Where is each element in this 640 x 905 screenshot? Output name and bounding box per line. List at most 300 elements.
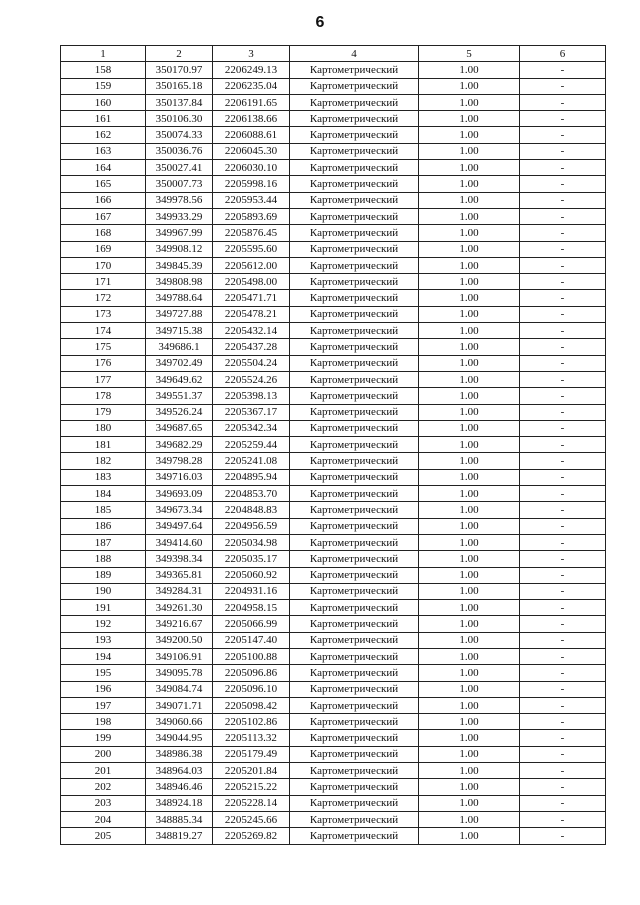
table-cell: 170 [61, 257, 146, 273]
table-cell: 2205241.08 [213, 453, 290, 469]
table-cell: Картометрический [290, 388, 419, 404]
table-cell: Картометрический [290, 355, 419, 371]
table-cell: - [520, 616, 606, 632]
table-cell: 2205096.86 [213, 665, 290, 681]
table-cell: 349845.39 [146, 257, 213, 273]
table-cell: Картометрический [290, 518, 419, 534]
table-cell: 1.00 [419, 388, 520, 404]
table-cell: 349788.64 [146, 290, 213, 306]
table-cell: 349716.03 [146, 469, 213, 485]
table-cell: Картометрический [290, 274, 419, 290]
table-cell: 2205245.66 [213, 811, 290, 827]
table-cell: - [520, 404, 606, 420]
table-row [61, 388, 606, 404]
table-cell: 2205098.42 [213, 697, 290, 713]
table-cell: 349261.30 [146, 600, 213, 616]
table-cell: 1.00 [419, 160, 520, 176]
table-cell: 1.00 [419, 730, 520, 746]
table-cell: 1.00 [419, 290, 520, 306]
table-cell: 348964.03 [146, 763, 213, 779]
table-cell: 349673.34 [146, 502, 213, 518]
table-cell: 1.00 [419, 437, 520, 453]
coordinates-table [60, 45, 606, 845]
table-cell: 2206249.13 [213, 62, 290, 78]
table-cell: Картометрический [290, 616, 419, 632]
table-cell: - [520, 779, 606, 795]
table-cell: 175 [61, 339, 146, 355]
table-row [61, 192, 606, 208]
table-cell: 179 [61, 404, 146, 420]
table-cell: 2205113.32 [213, 730, 290, 746]
table-cell: 164 [61, 160, 146, 176]
table-cell: 1.00 [419, 779, 520, 795]
table-cell: - [520, 241, 606, 257]
table-cell: 2205060.92 [213, 567, 290, 583]
table-cell: - [520, 730, 606, 746]
table-cell: 183 [61, 469, 146, 485]
table-cell: 178 [61, 388, 146, 404]
table-cell: Картометрический [290, 583, 419, 599]
table-cell: Картометрический [290, 632, 419, 648]
table-cell: Картометрический [290, 600, 419, 616]
table-cell: 193 [61, 632, 146, 648]
table-cell: 1.00 [419, 763, 520, 779]
table-cell: - [520, 665, 606, 681]
table-cell: 349727.88 [146, 306, 213, 322]
table-cell: - [520, 632, 606, 648]
table-cell: - [520, 355, 606, 371]
table-cell: 1.00 [419, 746, 520, 762]
table-cell: - [520, 534, 606, 550]
table-cell: Картометрический [290, 681, 419, 697]
table-cell: - [520, 681, 606, 697]
table-row [61, 534, 606, 550]
page-number: 6 [315, 14, 325, 31]
table-cell: 167 [61, 208, 146, 224]
table-cell: Картометрический [290, 486, 419, 502]
table-cell: 349978.56 [146, 192, 213, 208]
table-cell: 205 [61, 828, 146, 844]
table-cell: 1.00 [419, 78, 520, 94]
table-cell: 349715.38 [146, 323, 213, 339]
table-row [61, 763, 606, 779]
table-cell: 350137.84 [146, 94, 213, 110]
table-cell: Картометрический [290, 453, 419, 469]
table-cell: 2204895.94 [213, 469, 290, 485]
table-cell: Картометрический [290, 241, 419, 257]
table-cell: 1.00 [419, 371, 520, 387]
table-cell: Картометрический [290, 551, 419, 567]
table-cell: - [520, 583, 606, 599]
table-cell: 2204956.59 [213, 518, 290, 534]
table-cell: 349686.1 [146, 339, 213, 355]
table-cell: 1.00 [419, 453, 520, 469]
table-cell: Картометрический [290, 257, 419, 273]
table-cell: 1.00 [419, 502, 520, 518]
table-cell: 350170.97 [146, 62, 213, 78]
table-cell: 188 [61, 551, 146, 567]
table-cell: Картометрический [290, 225, 419, 241]
table-cell: 197 [61, 697, 146, 713]
table-cell: 2205876.45 [213, 225, 290, 241]
table-cell: Картометрический [290, 78, 419, 94]
table-cell: 1.00 [419, 616, 520, 632]
table-cell: - [520, 160, 606, 176]
table-cell: 2206045.30 [213, 143, 290, 159]
table-row [61, 779, 606, 795]
table-cell: 200 [61, 746, 146, 762]
table-cell: 349365.81 [146, 567, 213, 583]
table-cell: 201 [61, 763, 146, 779]
table-cell: 1.00 [419, 355, 520, 371]
table-cell: 349967.99 [146, 225, 213, 241]
table-cell: 1.00 [419, 697, 520, 713]
table-cell: 2206088.61 [213, 127, 290, 143]
table-cell: 1.00 [419, 62, 520, 78]
table-cell: - [520, 143, 606, 159]
table-row [61, 290, 606, 306]
table-cell: 2205504.24 [213, 355, 290, 371]
table-cell: Картометрический [290, 811, 419, 827]
column-header: 6 [520, 46, 606, 62]
table-cell: - [520, 176, 606, 192]
table-row [61, 339, 606, 355]
table-cell: 185 [61, 502, 146, 518]
table-cell: - [520, 453, 606, 469]
table-row [61, 225, 606, 241]
table-cell: 198 [61, 714, 146, 730]
table-cell: 350074.33 [146, 127, 213, 143]
table-cell: 166 [61, 192, 146, 208]
table-cell: - [520, 290, 606, 306]
table-cell: Картометрический [290, 828, 419, 844]
table-cell: - [520, 600, 606, 616]
table-cell: 348819.27 [146, 828, 213, 844]
table-cell: 1.00 [419, 665, 520, 681]
table-cell: - [520, 192, 606, 208]
table-row [61, 94, 606, 110]
header-row [61, 46, 606, 62]
table-row [61, 551, 606, 567]
table-cell: 2205035.17 [213, 551, 290, 567]
table-cell: 2205471.71 [213, 290, 290, 306]
table-row [61, 811, 606, 827]
table-row [61, 600, 606, 616]
table-cell: - [520, 763, 606, 779]
table-cell: Картометрический [290, 176, 419, 192]
table-cell: - [520, 486, 606, 502]
table-cell: 159 [61, 78, 146, 94]
table-row [61, 486, 606, 502]
table-cell: 2205066.99 [213, 616, 290, 632]
table-cell: 160 [61, 94, 146, 110]
table-cell: - [520, 551, 606, 567]
table-cell: 1.00 [419, 795, 520, 811]
table-cell: 195 [61, 665, 146, 681]
table-cell: 2205342.34 [213, 420, 290, 436]
table-row [61, 257, 606, 273]
table-cell: 194 [61, 648, 146, 664]
table-cell: 349084.74 [146, 681, 213, 697]
table-row [61, 111, 606, 127]
table-cell: - [520, 502, 606, 518]
table-cell: 349702.49 [146, 355, 213, 371]
table-cell: Картометрический [290, 208, 419, 224]
table-cell: 2205096.10 [213, 681, 290, 697]
table-row [61, 697, 606, 713]
table-cell: 187 [61, 534, 146, 550]
table-cell: 2205147.40 [213, 632, 290, 648]
table-cell: - [520, 567, 606, 583]
table-cell: - [520, 274, 606, 290]
table-cell: 349526.24 [146, 404, 213, 420]
table-cell: 180 [61, 420, 146, 436]
table-cell: 2204853.70 [213, 486, 290, 502]
table-cell: 2206138.66 [213, 111, 290, 127]
table-row [61, 420, 606, 436]
table-cell: 1.00 [419, 469, 520, 485]
table-cell: Картометрический [290, 404, 419, 420]
table-cell: Картометрический [290, 323, 419, 339]
table-cell: 196 [61, 681, 146, 697]
table-cell: 349798.28 [146, 453, 213, 469]
table-cell: 1.00 [419, 567, 520, 583]
table-cell: 350165.18 [146, 78, 213, 94]
table-row [61, 437, 606, 453]
table-cell: - [520, 111, 606, 127]
table-cell: 2205228.14 [213, 795, 290, 811]
table-cell: 189 [61, 567, 146, 583]
table-cell: - [520, 257, 606, 273]
table-row [61, 648, 606, 664]
table-cell: 1.00 [419, 274, 520, 290]
table-cell: 1.00 [419, 143, 520, 159]
table-cell: 190 [61, 583, 146, 599]
table-cell: 1.00 [419, 192, 520, 208]
table-row [61, 632, 606, 648]
table-row [61, 143, 606, 159]
table-cell: 349071.71 [146, 697, 213, 713]
table-cell: 203 [61, 795, 146, 811]
table-cell: 1.00 [419, 600, 520, 616]
table-cell: 1.00 [419, 208, 520, 224]
table-row [61, 583, 606, 599]
table-cell: 349060.66 [146, 714, 213, 730]
table-cell: 191 [61, 600, 146, 616]
table-cell: Картометрический [290, 763, 419, 779]
table-cell: Картометрический [290, 665, 419, 681]
table-cell: 174 [61, 323, 146, 339]
table-cell: 1.00 [419, 306, 520, 322]
table-cell: 348924.18 [146, 795, 213, 811]
table-cell: 168 [61, 225, 146, 241]
table-cell: Картометрический [290, 94, 419, 110]
table-cell: 171 [61, 274, 146, 290]
table-row [61, 127, 606, 143]
table-cell: 2205498.00 [213, 274, 290, 290]
table-cell: 1.00 [419, 714, 520, 730]
table-cell: 2205215.22 [213, 779, 290, 795]
table-cell: 2204931.16 [213, 583, 290, 599]
table-cell: 2205179.49 [213, 746, 290, 762]
table-cell: 350027.41 [146, 160, 213, 176]
table-cell: 163 [61, 143, 146, 159]
table-cell: 349200.50 [146, 632, 213, 648]
table-cell: - [520, 306, 606, 322]
table-cell: - [520, 648, 606, 664]
table-cell: Картометрический [290, 339, 419, 355]
table-cell: - [520, 127, 606, 143]
table-cell: 173 [61, 306, 146, 322]
table-cell: 349808.98 [146, 274, 213, 290]
table-row [61, 371, 606, 387]
table-cell: 165 [61, 176, 146, 192]
table-cell: 1.00 [419, 225, 520, 241]
table-cell: - [520, 746, 606, 762]
table-cell: 2205367.17 [213, 404, 290, 420]
table-row [61, 306, 606, 322]
column-header: 2 [146, 46, 213, 62]
table-row [61, 453, 606, 469]
table-cell: 349933.29 [146, 208, 213, 224]
table-cell: - [520, 518, 606, 534]
table-cell: Картометрический [290, 62, 419, 78]
table-cell: Картометрический [290, 160, 419, 176]
table-row [61, 795, 606, 811]
table-cell: 349693.09 [146, 486, 213, 502]
table-cell: 349398.34 [146, 551, 213, 567]
table-cell: 158 [61, 62, 146, 78]
table-cell: Картометрический [290, 567, 419, 583]
table-row [61, 323, 606, 339]
table-cell: - [520, 94, 606, 110]
table-cell: - [520, 62, 606, 78]
table-cell: - [520, 225, 606, 241]
table-cell: - [520, 714, 606, 730]
table-cell: 349497.64 [146, 518, 213, 534]
table-cell: 349551.37 [146, 388, 213, 404]
table-cell: - [520, 371, 606, 387]
table-cell: 349682.29 [146, 437, 213, 453]
table-cell: 2205432.14 [213, 323, 290, 339]
table-row [61, 730, 606, 746]
table-cell: - [520, 828, 606, 844]
table-cell: 2205437.28 [213, 339, 290, 355]
table-cell: Картометрический [290, 143, 419, 159]
table-row [61, 714, 606, 730]
table-cell: 172 [61, 290, 146, 306]
table-cell: Картометрический [290, 746, 419, 762]
table-cell: 1.00 [419, 257, 520, 273]
table-cell: Картометрический [290, 192, 419, 208]
table-cell: - [520, 78, 606, 94]
table-cell: 181 [61, 437, 146, 453]
table-row [61, 828, 606, 844]
column-header: 3 [213, 46, 290, 62]
table-cell: - [520, 388, 606, 404]
table-cell: 349284.31 [146, 583, 213, 599]
table-row [61, 274, 606, 290]
table-cell: - [520, 339, 606, 355]
table-row [61, 62, 606, 78]
table-cell: 350106.30 [146, 111, 213, 127]
table-body [61, 62, 606, 844]
table-cell: Картометрический [290, 730, 419, 746]
table-cell: - [520, 323, 606, 339]
table-cell: 1.00 [419, 583, 520, 599]
table-cell: 161 [61, 111, 146, 127]
table-cell: 348885.34 [146, 811, 213, 827]
table-cell: 349908.12 [146, 241, 213, 257]
table-cell: Картометрический [290, 469, 419, 485]
table-cell: 2205998.16 [213, 176, 290, 192]
table-cell: 202 [61, 779, 146, 795]
table-cell: Картометрический [290, 290, 419, 306]
table-row [61, 241, 606, 257]
table-cell: 204 [61, 811, 146, 827]
table-cell: 349687.65 [146, 420, 213, 436]
table-cell: 182 [61, 453, 146, 469]
table-cell: 2205102.86 [213, 714, 290, 730]
table-row [61, 518, 606, 534]
table-cell: 1.00 [419, 518, 520, 534]
table-cell: 2205524.26 [213, 371, 290, 387]
table-cell: 2205269.82 [213, 828, 290, 844]
table-cell: 1.00 [419, 339, 520, 355]
table-cell: - [520, 811, 606, 827]
table-cell: 1.00 [419, 632, 520, 648]
table-cell: Картометрический [290, 648, 419, 664]
table-cell: 2205259.44 [213, 437, 290, 453]
table-cell: 162 [61, 127, 146, 143]
table-cell: - [520, 697, 606, 713]
table-cell: Картометрический [290, 127, 419, 143]
table-cell: 1.00 [419, 811, 520, 827]
table-cell: Картометрический [290, 502, 419, 518]
table-cell: 2205201.84 [213, 763, 290, 779]
table-cell: 1.00 [419, 111, 520, 127]
column-header: 5 [419, 46, 520, 62]
table-cell: 1.00 [419, 828, 520, 844]
table-cell: 1.00 [419, 681, 520, 697]
table-row [61, 404, 606, 420]
table-cell: Картометрический [290, 437, 419, 453]
table-cell: - [520, 437, 606, 453]
table-cell: 2204848.83 [213, 502, 290, 518]
table-cell: 349414.60 [146, 534, 213, 550]
table-cell: 348946.46 [146, 779, 213, 795]
table-cell: - [520, 795, 606, 811]
table-cell: 2205034.98 [213, 534, 290, 550]
table-cell: 350007.73 [146, 176, 213, 192]
table-row [61, 160, 606, 176]
table-cell: Картометрический [290, 714, 419, 730]
table-cell: 184 [61, 486, 146, 502]
table-cell: 1.00 [419, 94, 520, 110]
table-row [61, 746, 606, 762]
column-header: 4 [290, 46, 419, 62]
table-row [61, 681, 606, 697]
table-row [61, 176, 606, 192]
table-cell: 1.00 [419, 420, 520, 436]
table-cell: - [520, 420, 606, 436]
table-row [61, 616, 606, 632]
table-cell: 349044.95 [146, 730, 213, 746]
table-cell: 2205612.00 [213, 257, 290, 273]
table-cell: 1.00 [419, 404, 520, 420]
table-cell: 199 [61, 730, 146, 746]
column-header: 1 [61, 46, 146, 62]
